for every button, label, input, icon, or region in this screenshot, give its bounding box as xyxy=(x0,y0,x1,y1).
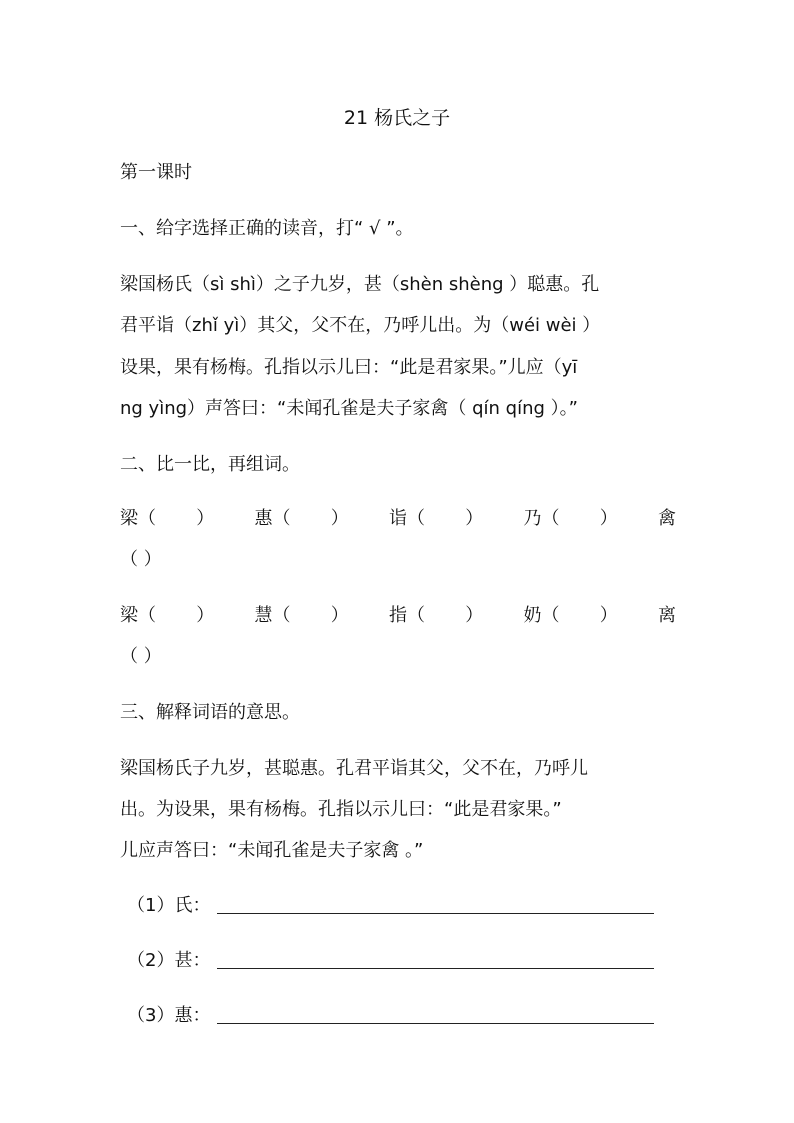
definition-label-1: （1）氏： xyxy=(127,895,211,916)
section1-heading: 一、给字选择正确的读音，打“ √ ”。 xyxy=(120,218,414,239)
compare-row-2-tail: （ ） xyxy=(120,646,162,667)
section3-heading: 三、解释词语的意思。 xyxy=(120,702,300,723)
section3-line-1: 梁国杨氏子九岁，甚聪惠。孔君平诣其父，父不在，乃呼儿 xyxy=(120,758,588,779)
section3-line-2: 出。为设果，果有杨梅。孔指以示儿曰：“此是君家果。” xyxy=(120,799,562,820)
compare-cell: ） xyxy=(196,508,215,529)
answer-line-1[interactable] xyxy=(217,913,654,914)
compare-cell: 惠（ xyxy=(254,508,291,529)
compare-cell: ） xyxy=(599,508,618,529)
compare-row-1 xyxy=(120,506,676,532)
compare-cell: 梁（ xyxy=(120,508,156,529)
compare-cell: ） xyxy=(465,508,484,529)
compare-cell: 离 xyxy=(658,605,676,626)
compare-cell: ） xyxy=(330,508,349,529)
section1-line-2: 君平诣（zhǐ yì）其父，父不在，乃呼儿出。为（wéi wèi ） xyxy=(120,315,601,336)
definition-label-2: （2）甚： xyxy=(127,950,211,971)
section2-heading: 二、比一比，再组词。 xyxy=(120,454,300,475)
definition-label-3: （3）惠： xyxy=(127,1005,211,1026)
compare-row-1-tail: （ ） xyxy=(120,549,162,570)
compare-cell: 禽 xyxy=(658,508,676,529)
section1-line-1: 梁国杨氏（sì shì）之子九岁，甚（shèn shèng ）聪惠。孔 xyxy=(120,274,600,295)
compare-cell: 奶（ xyxy=(523,605,560,626)
section1-line-4: ng yìng）声答曰：“未闻孔雀是夫子家禽（ qín qíng ）。” xyxy=(120,398,578,419)
compare-cell: ） xyxy=(465,605,484,626)
page-title: 21 杨氏之子 xyxy=(343,107,451,129)
section1-line-3: 设果，果有杨梅。孔指以示儿曰：“此是君家果。”儿应（yī xyxy=(120,357,578,378)
answer-line-2[interactable] xyxy=(217,968,654,969)
answer-line-3[interactable] xyxy=(217,1023,654,1024)
lesson-label: 第一课时 xyxy=(120,162,192,183)
compare-row-2 xyxy=(120,603,676,629)
section3-line-3: 儿应声答曰：“未闻孔雀是夫子家禽 。” xyxy=(120,840,424,861)
compare-cell: ） xyxy=(330,605,349,626)
compare-cell: ） xyxy=(196,605,215,626)
compare-cell: 梁（ xyxy=(120,605,156,626)
compare-cell: 诣（ xyxy=(389,508,425,529)
compare-cell: 慧（ xyxy=(254,605,291,626)
compare-cell: 指（ xyxy=(389,605,425,626)
compare-cell: 乃（ xyxy=(523,508,560,529)
compare-cell: ） xyxy=(599,605,618,626)
